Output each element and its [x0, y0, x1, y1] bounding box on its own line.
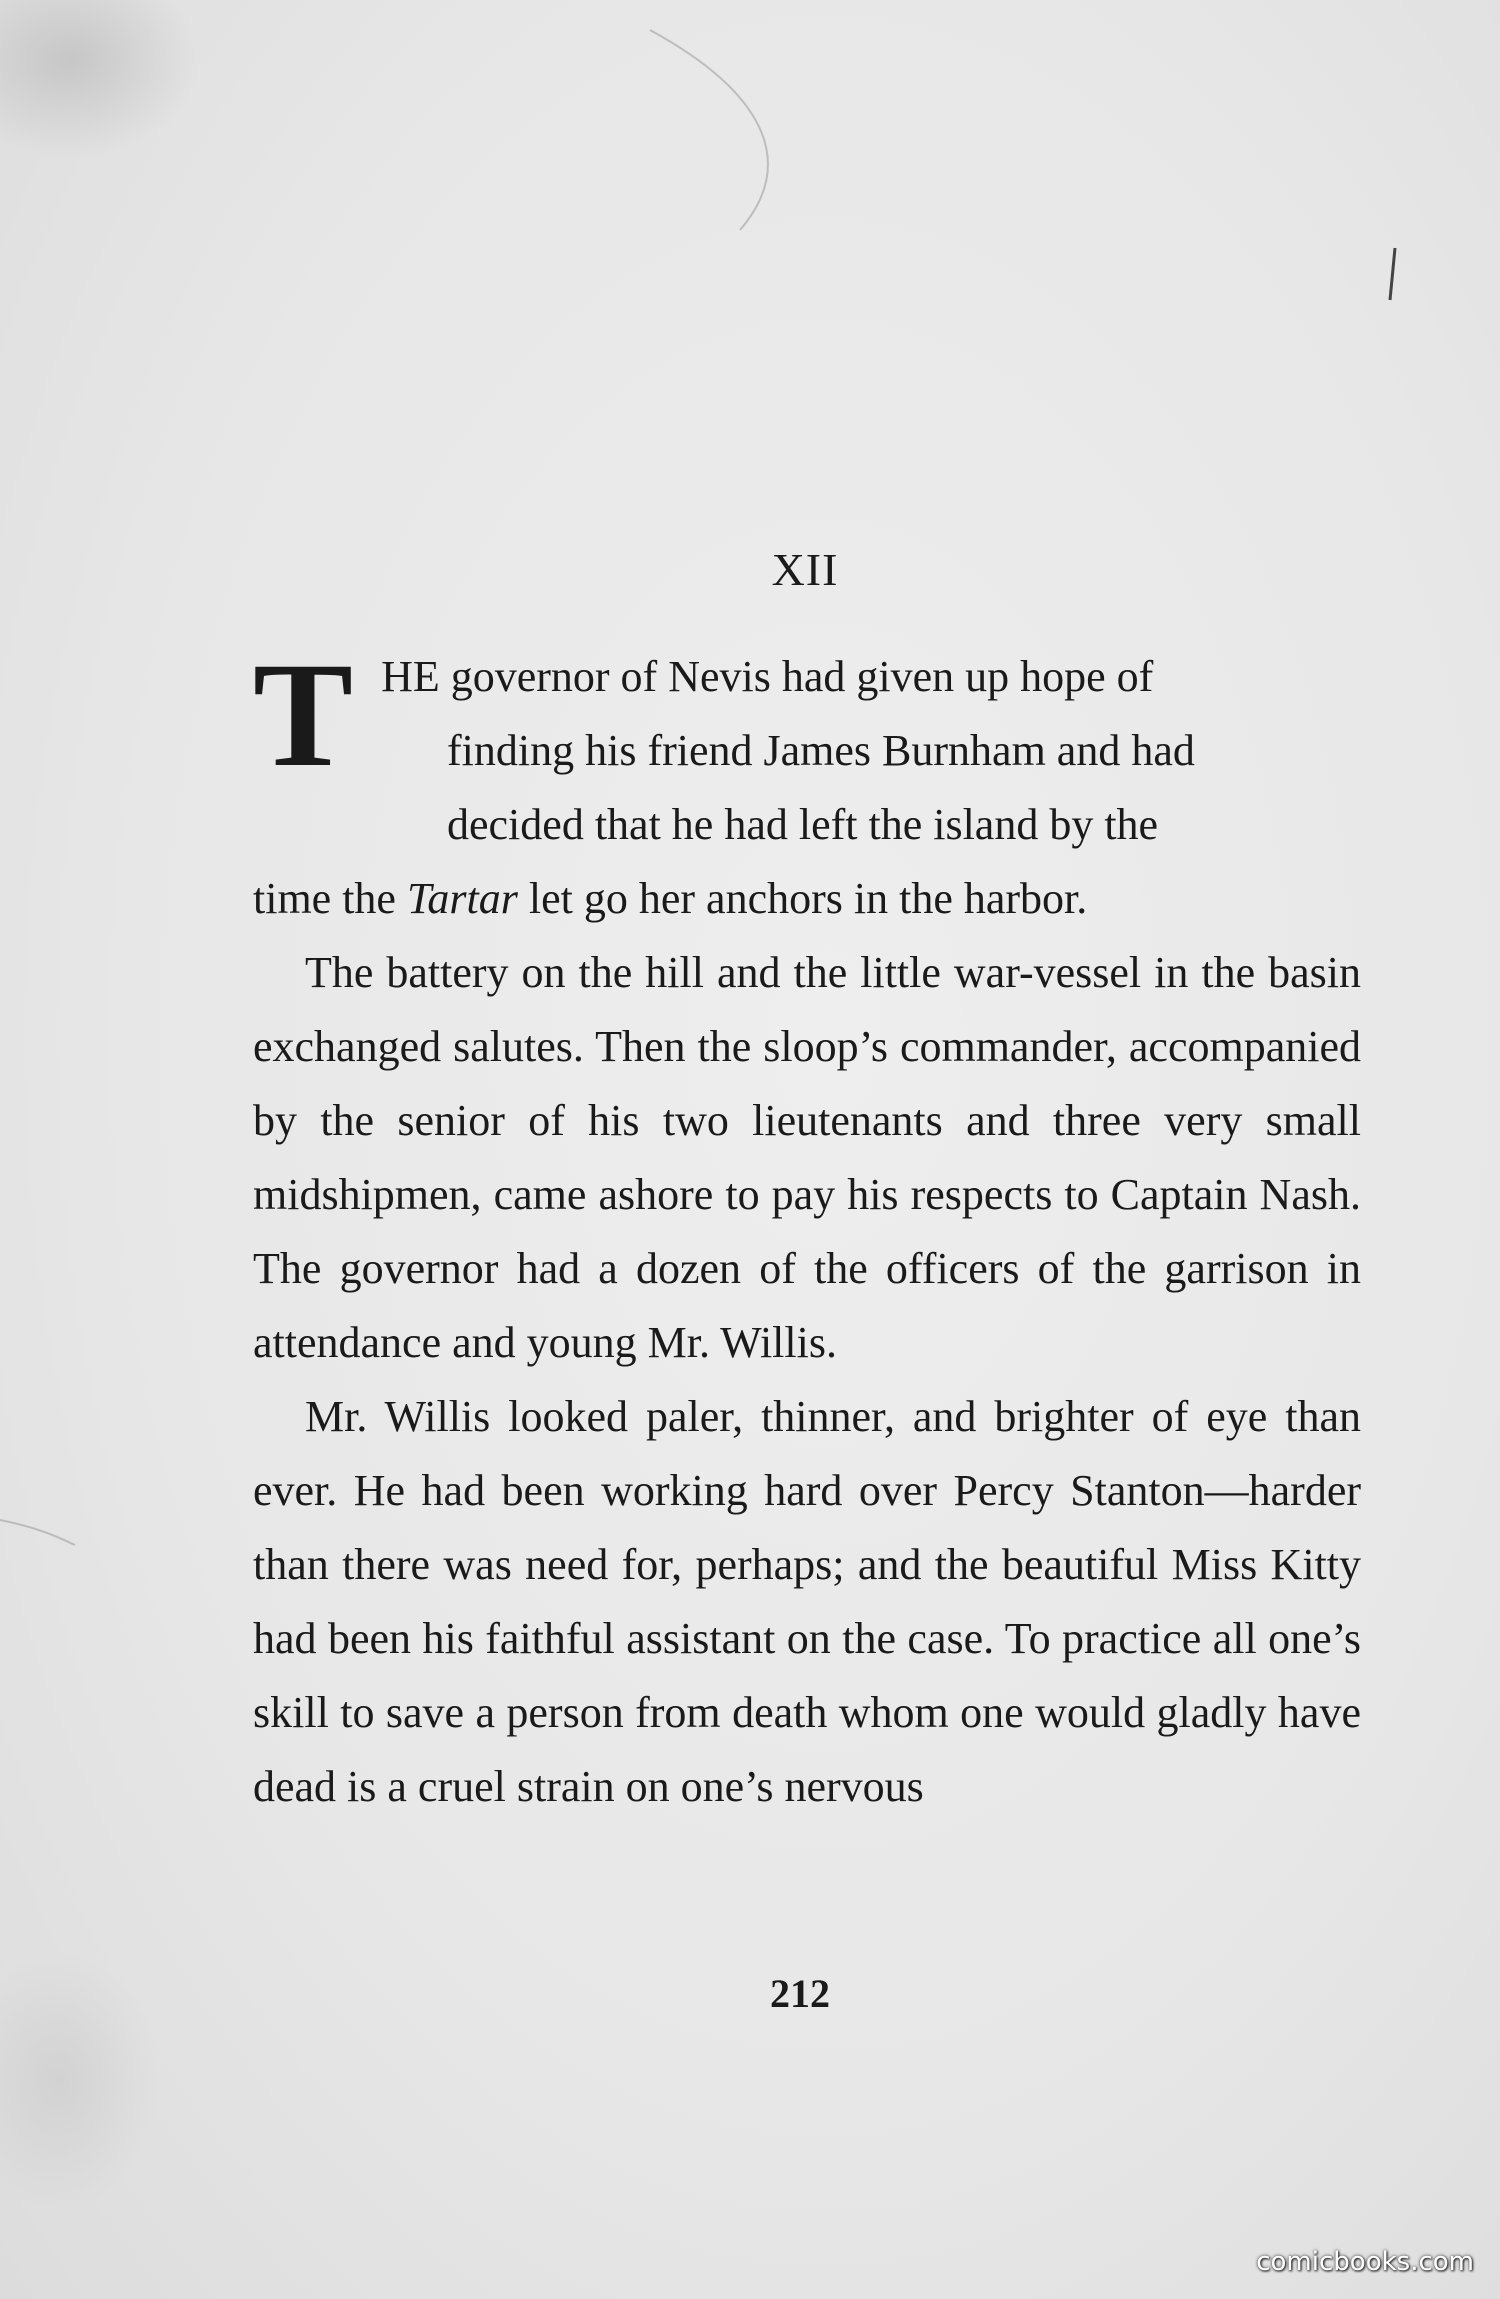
paragraph-1-line-3: decided that he had left the island by the [447, 800, 1159, 849]
drop-cap-letter: T [253, 632, 354, 798]
paragraph-1 [253, 632, 1361, 936]
watermark-text: comicbooks.com [1256, 2247, 1474, 2277]
paragraph-1-line-1: HE governor of Nevis had given up hope of [381, 652, 1154, 701]
ship-name-italic: Tartar [406, 874, 518, 923]
page-number: 212 [770, 1971, 830, 2016]
body-text [253, 632, 1361, 1824]
paragraph-1-line-4-start: time the [253, 874, 407, 923]
paragraph-1-line-2: finding his friend James Burnham and had [447, 726, 1195, 775]
paragraph-3: Mr. Willis looked paler, thinner, and brighter of eye than ever. He had been working hard over Percy Stanton—harder than there was need for, perhaps; and the beautiful Miss Kitty had been his faithful assistant on the case. To practice all one’s skill to save a person from death whom one would gladly have dead is a cruel strain on one’s nervous [253, 1392, 1361, 1811]
chapter-heading: XII [771, 544, 839, 595]
paragraph-1-line-4-end: let go her anchors in the harbor. [517, 874, 1088, 923]
paragraph-2: The battery on the hill and the little war-vessel in the basin exchanged salutes. Then the sloop’s commander, accompanied by the senior of his two lieutenants and three very small midshipmen, came ashore to pay his respects to Captain Nash. The governor had a dozen of the officers of the garrison in attendance and young Mr. Willis. [253, 948, 1361, 1367]
